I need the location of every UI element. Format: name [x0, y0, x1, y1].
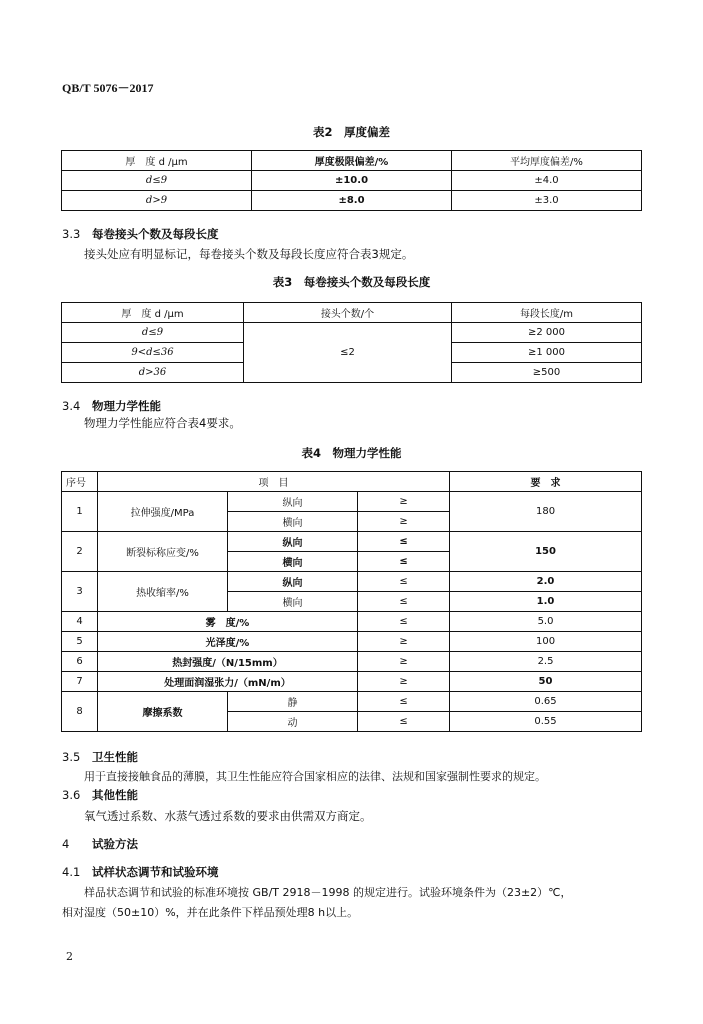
requirement-value: 2.0	[450, 572, 642, 592]
table-cell: d≤9	[62, 171, 252, 191]
section-title: 每卷接头个数及每段长度	[92, 227, 219, 241]
requirement-value: 2.5	[450, 652, 642, 672]
direction-label: 横向	[228, 552, 358, 572]
section-number: 4.1	[62, 865, 81, 879]
table-cell: ≥500	[452, 363, 642, 383]
section-title: 试验方法	[92, 837, 138, 851]
table2-caption: 表2 厚度偏差	[312, 125, 390, 139]
table2	[61, 150, 642, 211]
table3	[61, 302, 642, 383]
item-label: 雾 度/%	[98, 612, 358, 632]
comparator: ≥	[358, 672, 450, 692]
table-header-cell: 要 求	[450, 472, 642, 492]
item-label: 热封强度/（N/15mm）	[98, 652, 358, 672]
standard-code: QB/T 5076－2017	[62, 81, 154, 95]
section-3-3-heading	[62, 226, 219, 242]
section-number: 4	[62, 837, 70, 851]
section-3-6-text: 氧气透过系数、水蒸气透过系数的要求由供需双方商定。	[84, 809, 372, 823]
row-number: 2	[62, 532, 98, 572]
page-number: 2	[66, 950, 73, 963]
table-row	[62, 632, 642, 652]
comparator: ≤	[358, 532, 450, 552]
requirement-value: 50	[450, 672, 642, 692]
section-3-5-text: 用于直接接触食品的薄膜，其卫生性能应符合国家相应的法律、法规和国家强制性要求的规定。	[84, 770, 546, 783]
table-header-cell: 厚 度 d /μm	[62, 303, 244, 323]
item-label: 光泽度/%	[98, 632, 358, 652]
table-header-cell: 厚度极限偏差/%	[252, 151, 452, 171]
requirement-value: 0.65	[450, 692, 642, 712]
table-header-cell: 厚 度 d /μm	[62, 151, 252, 171]
table-row	[62, 492, 642, 512]
table-header-row	[62, 472, 642, 492]
table-cell: ±4.0	[452, 171, 642, 191]
section-4-1-text-line1: 样品状态调节和试验的标准环境按 GB/T 2918－1998 的规定进行。试验环境条件为（23±2）℃，	[84, 886, 572, 899]
section-number: 3.6	[62, 788, 81, 802]
item-label: 热收缩率/%	[98, 572, 228, 612]
section-3-4-text: 物理力学性能应符合表4要求。	[84, 416, 241, 430]
direction-label: 纵向	[228, 572, 358, 592]
direction-label: 动	[228, 712, 358, 732]
table-header-row	[62, 151, 642, 171]
section-3-4-heading	[62, 398, 161, 414]
comparator: ≤	[358, 552, 450, 572]
requirement-value: 180	[450, 492, 642, 532]
table-row	[62, 612, 642, 632]
direction-label: 横向	[228, 512, 358, 532]
row-number: 3	[62, 572, 98, 612]
item-label: 摩擦系数	[98, 692, 228, 732]
requirement-value: 0.55	[450, 712, 642, 732]
row-number: 4	[62, 612, 98, 632]
item-label: 处理面润湿张力/（mN/m）	[98, 672, 358, 692]
comparator: ≤	[358, 572, 450, 592]
section-title: 其他性能	[92, 788, 138, 802]
table-row	[62, 672, 642, 692]
table-cell: ±3.0	[452, 191, 642, 211]
section-number: 3.5	[62, 750, 81, 764]
requirement-value: 5.0	[450, 612, 642, 632]
section-4-heading	[62, 836, 138, 852]
comparator: ≥	[358, 652, 450, 672]
direction-label: 纵向	[228, 532, 358, 552]
item-label: 拉伸强度/MPa	[98, 492, 228, 532]
comparator: ≥	[358, 492, 450, 512]
table-row	[62, 532, 642, 552]
table-cell: 9<d≤36	[62, 343, 244, 363]
section-4-1-heading	[62, 864, 219, 880]
requirement-value: 100	[450, 632, 642, 652]
section-title: 试样状态调节和试验环境	[92, 865, 219, 879]
table-cell: d>9	[62, 191, 252, 211]
table-cell: ±10.0	[252, 171, 452, 191]
table-cell: d>36	[62, 363, 244, 383]
table-row	[62, 323, 642, 343]
table-cell: ±8.0	[252, 191, 452, 211]
section-3-3-text: 接头处应有明显标记，每卷接头个数及每段长度应符合表3规定。	[84, 247, 414, 261]
section-3-6-heading	[62, 787, 138, 803]
table-cell: ≥1 000	[452, 343, 642, 363]
requirement-value: 150	[450, 532, 642, 572]
table-header-cell: 序号	[62, 472, 98, 492]
comparator: ≤	[358, 712, 450, 732]
direction-label: 静	[228, 692, 358, 712]
row-number: 8	[62, 692, 98, 732]
section-number: 3.3	[62, 227, 81, 241]
comparator: ≥	[358, 632, 450, 652]
table-header-cell: 平均厚度偏差/%	[452, 151, 642, 171]
table4-caption: 表4 物理力学性能	[301, 446, 402, 460]
row-number: 1	[62, 492, 98, 532]
direction-label: 纵向	[228, 492, 358, 512]
table-header-cell: 每段长度/m	[452, 303, 642, 323]
table-header-row	[62, 303, 642, 323]
row-number: 5	[62, 632, 98, 652]
section-4-1-text-line2: 相对湿度（50±10）%，并在此条件下样品预处理8 h以上。	[62, 906, 359, 919]
item-label: 断裂标称应变/%	[98, 532, 228, 572]
comparator: ≤	[358, 612, 450, 632]
table3-caption: 表3 每卷接头个数及每段长度	[272, 275, 431, 289]
direction-label: 横向	[228, 592, 358, 612]
table-cell: ≤2	[244, 323, 452, 383]
section-number: 3.4	[62, 399, 81, 413]
comparator: ≤	[358, 592, 450, 612]
table-row	[62, 191, 642, 211]
table-header-cell: 接头个数/个	[244, 303, 452, 323]
table-cell: ≥2 000	[452, 323, 642, 343]
table-row	[62, 171, 642, 191]
section-3-5-heading	[62, 749, 138, 765]
row-number: 7	[62, 672, 98, 692]
row-number: 6	[62, 652, 98, 672]
comparator: ≥	[358, 512, 450, 532]
table-row	[62, 692, 642, 712]
table4	[61, 471, 642, 732]
table-cell: d≤9	[62, 323, 244, 343]
table-row	[62, 652, 642, 672]
requirement-value: 1.0	[450, 592, 642, 612]
table-header-cell: 项 目	[98, 472, 450, 492]
comparator: ≤	[358, 692, 450, 712]
section-title: 卫生性能	[92, 750, 138, 764]
section-title: 物理力学性能	[92, 399, 161, 413]
table-row	[62, 572, 642, 592]
